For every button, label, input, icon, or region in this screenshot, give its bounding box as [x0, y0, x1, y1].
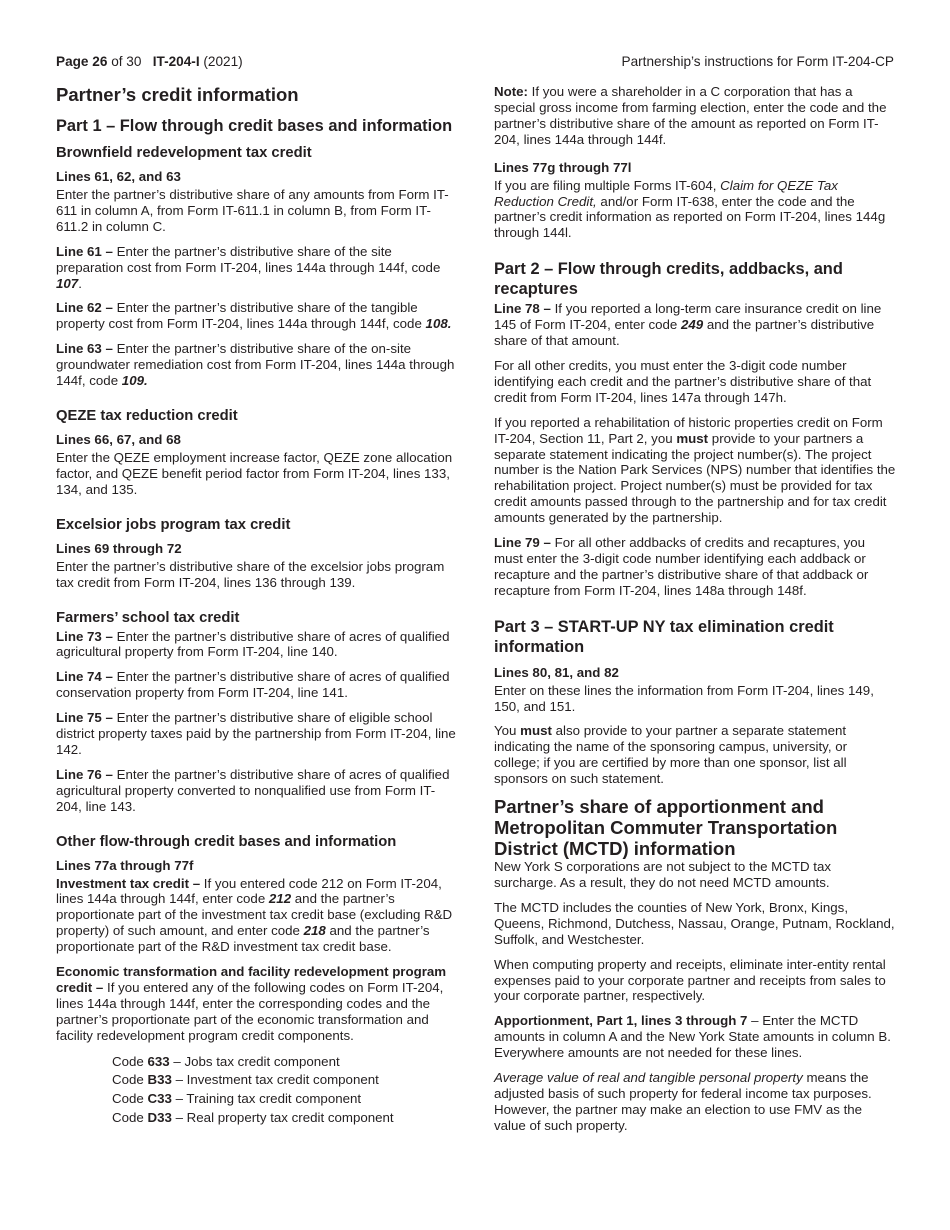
left-column	[56, 84, 456, 1128]
part1-heading: Part 1 – Flow through credit bases and information	[56, 117, 453, 135]
page-indicator	[56, 54, 243, 69]
other-heading: Other flow-through credit bases and information	[56, 833, 397, 850]
line-79: Line 79 – For all other addbacks of credits and recaptures, you must enter the 3-digit code number identifying each addback or recapture and the partner’s distributive share of that addback or recapture from Form IT-204, lines 148a through 148f.	[494, 535, 869, 598]
part2-heading: Part 2 – Flow through credits, addbacks, and recaptures	[494, 260, 843, 299]
lines-80-heading: Lines 80, 81, and 82	[494, 664, 619, 680]
lines-77g-heading: Lines 77g through 77l	[494, 159, 632, 175]
etf-credit: Economic transformation and facility redevelopment program credit – If you entered any of the following codes on Form IT-204, lines 144a through 144f, enter the corresponding codes and the partner’s proportionate part of the economic transformation and facility redevelopment program credit components.	[56, 964, 447, 1043]
code-item: Code B33 – Investment tax credit component	[112, 1072, 379, 1088]
right-column	[494, 84, 896, 1143]
brownfield-heading: Brownfield redevelopment tax credit	[56, 145, 312, 161]
other-lines: Lines 77a through 77f	[56, 857, 194, 873]
lines-80-text: Enter on these lines the information from Form IT-204, lines 149, 150, and 151.	[494, 682, 874, 714]
other-credits-text: For all other credits, you must enter the 3-digit code number identifying each credit and the partner’s distributive share of that credit from Form IT-204, lines 147a through 147h.	[494, 357, 872, 405]
excelsior-lines: Lines 69 through 72	[56, 540, 182, 556]
nys-text: New York S corporations are not subject to the MCTD tax surcharge. As a result, they do not need MCTD amounts.	[494, 859, 832, 890]
code-item: Code C33 – Training tax credit component	[112, 1091, 362, 1107]
excelsior-heading: Excelsior jobs program tax credit	[56, 516, 291, 533]
qeze-lines: Lines 66, 67, and 68	[56, 431, 181, 447]
line-76: Line 76 – Enter the partner’s distributive share of acres of qualified agricultural property converted to nonqualified use from Form IT-204, line 143.	[56, 766, 450, 814]
code-item: Code D33 – Real property tax credit component	[112, 1110, 394, 1126]
form-number: IT-204-I	[152, 54, 200, 69]
brownfield-lines: Lines 61, 62, and 63	[56, 169, 181, 184]
apportionment-heading: Partner’s share of apportionment and Metropolitan Commuter Transportation District (MCTD) information	[494, 796, 838, 860]
brownfield-intro: Enter the partner’s distributive share of any amounts from Form IT-611 in column A, from Form IT-611.1 in column B, from Form IT-611.2 in column C.	[56, 187, 449, 234]
header-title: Partnership’s instructions for Form IT-204-CP	[621, 54, 894, 69]
line-73: Line 73 – Enter the partner’s distributive share of acres of qualified agricultural property from Form IT-204, line 140.	[56, 628, 450, 660]
line-61: Line 61 – Enter the partner’s distributive share of the site preparation cost from Form IT-204, lines 144a through 144f, code 107.	[56, 243, 441, 291]
rehab-text: If you reported a rehabilitation of historic properties credit on Form IT-204, Section 11, Part 2, you must provide to your partners a separate statement indicating the project number(s). The project number is the Nation Park Services (NPS) number that identifies the rehabilitation project. Project number(s) must be provided for tax credit amounts passed through to the partnership and for tax credit amounts generated by the partnership.	[494, 414, 896, 526]
computing-text: When computing property and receipts, eliminate inter-entity rental expenses paid to your corporate partner and receipts from sales to your corporate partner, respectively.	[494, 956, 886, 1004]
mctd-counties-text: The MCTD includes the counties of New York, Bronx, Kings, Queens, Richmond, Dutchess, Nassau, Orange, Putnam, Rockland, Suffolk, and Westchester.	[494, 899, 895, 947]
line-74: Line 74 – Enter the partner’s distributive share of acres of qualified conservation property from Form IT-204, line 141.	[56, 669, 450, 701]
line-78: Line 78 – If you reported a long-term care insurance credit on line 145 of Form IT-204, enter code 249 and the partner’s distributive share of that amount.	[494, 301, 882, 349]
line-63: Line 63 – Enter the partner’s distributive share of the on-site groundwater remediation cost from Form IT-204, lines 144a through 144f, code 109.	[56, 341, 455, 389]
line-75: Line 75 – Enter the partner’s distributive share of eligible school district property taxes paid by the partnership from Form IT-204, line 142.	[56, 710, 456, 757]
note: Note: If you were a shareholder in a C corporation that has a special gross income from farming election, enter the code and the partner’s distributive share of the amount as reported on Form IT-204, lines 144a through 144f.	[494, 84, 887, 147]
section-title: Partner’s credit information	[56, 84, 299, 105]
page-header	[56, 54, 894, 72]
line-62: Line 62 – Enter the partner’s distributive share of the tangible property cost from Form IT-204, lines 144a through 144f, code 108.	[56, 300, 452, 332]
investment-tax-credit: Investment tax credit – If you entered code 212 on Form IT-204, lines 144a through 144f, enter code 212 and the partner’s proportionate part of the investment tax credit base (excluding R&D property) of such amount, and enter code 218 and the partner’s proportionate part of the R&D investment tax credit base.	[56, 875, 453, 955]
form-year: (2021)	[203, 54, 243, 69]
excelsior-text: Enter the partner’s distributive share of the excelsior jobs program tax credit from Form IT-204, lines 136 through 139.	[56, 558, 445, 590]
page-number: 26	[92, 54, 108, 69]
page-label: Page	[56, 54, 89, 69]
code-item: Code 633 – Jobs tax credit component	[112, 1053, 340, 1069]
farmers-heading: Farmers’ school tax credit	[56, 609, 240, 626]
lines-77g-text: If you are filing multiple Forms IT-604, Claim for QEZE Tax Reduction Credit, and/or Form IT-638, enter the code and the partner’s credit information as reported on Form IT-204, lines 144g through 144l.	[494, 177, 886, 241]
part3-heading: Part 3 – START-UP NY tax elimination credit information	[494, 617, 834, 656]
code-list	[112, 1053, 456, 1128]
must-provide-text: You must also provide to your partner a separate statement indicating the name of the sponsoring campus, university, or college; if you are certified by more than one sponsor, list all sponsors on such statement.	[494, 723, 848, 787]
qeze-text: Enter the QEZE employment increase factor, QEZE zone allocation factor, and QEZE benefit period factor from Form IT-204, lines 133, 134, and 135.	[56, 449, 453, 497]
page-total: of 30	[111, 54, 142, 69]
average-value-text: Average value of real and tangible personal property means the adjusted basis of such property for federal income tax purposes. However, the partner may make an election to use FMV as the value of such property.	[494, 1070, 872, 1133]
qeze-heading: QEZE tax reduction credit	[56, 407, 238, 424]
apportionment-lines: Apportionment, Part 1, lines 3 through 7 – Enter the MCTD amounts in column A and the New York State amounts in column B. Everywhere amounts are not needed for these lines.	[494, 1013, 891, 1061]
